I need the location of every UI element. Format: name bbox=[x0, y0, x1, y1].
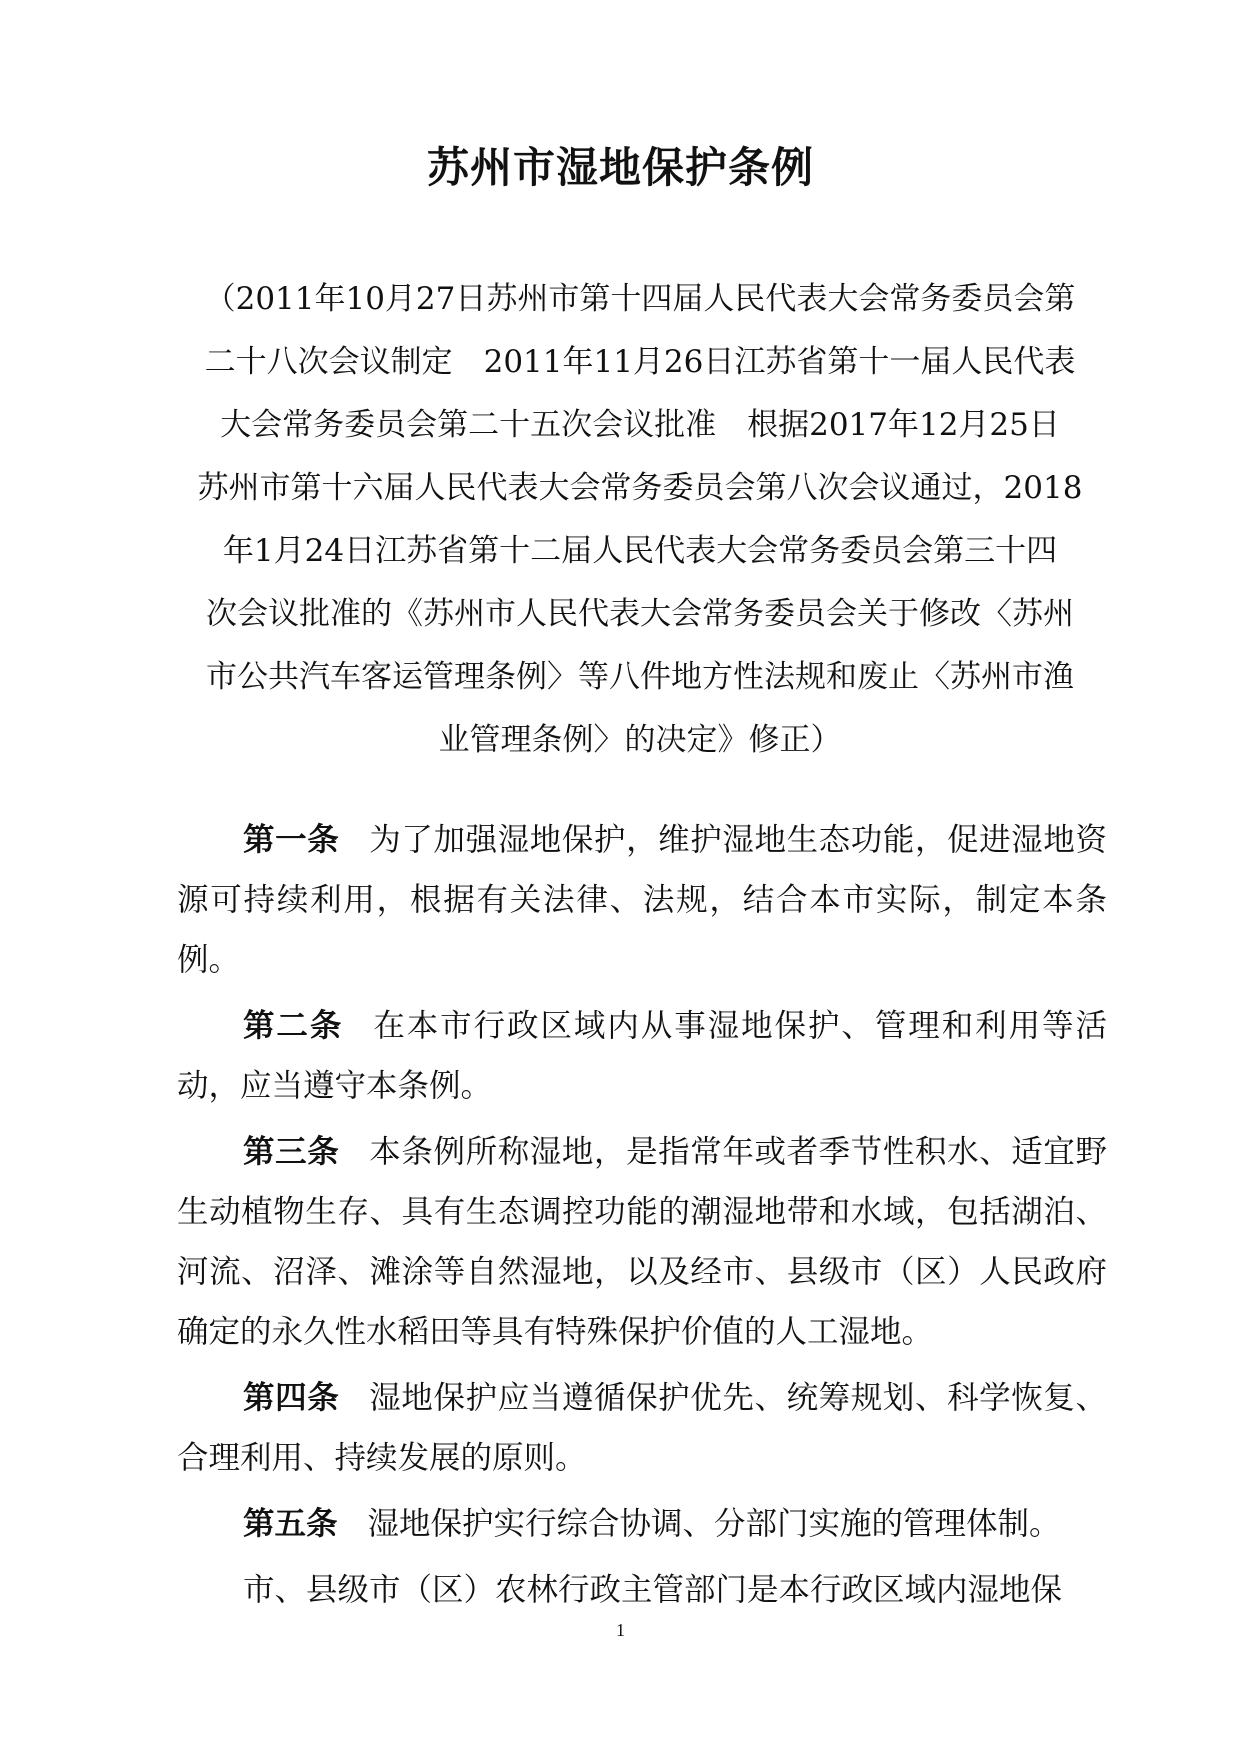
article-2 bbox=[177, 996, 1107, 1116]
article-text: 在本市行政区域内从事湿地保护、管理和利用等活动，应当遵守本条例。 bbox=[177, 1008, 1107, 1104]
article-text: 湿地保护应当遵循保护优先、统筹规划、科学恢复、合理利用、持续发展的原则。 bbox=[177, 1380, 1107, 1476]
article-3 bbox=[177, 1122, 1107, 1362]
article-label: 第四条 bbox=[243, 1380, 340, 1416]
article-text: 湿地保护实行综合协调、分部门实施的管理体制。 bbox=[367, 1506, 1061, 1542]
enactment-note-line: 业管理条例〉的决定》修正） bbox=[438, 722, 842, 758]
document-body bbox=[177, 810, 1107, 1620]
enactment-note-line: 苏州市第十六届人民代表大会常务委员会第八次会议通过，2018 bbox=[197, 470, 1083, 506]
continuation-paragraph: 市、县级市（区）农林行政主管部门是本行政区域内湿地保 bbox=[243, 1572, 1063, 1608]
enactment-note-line: （2011年10月27日苏州市第十四届人民代表大会常务委员会第 bbox=[204, 281, 1076, 317]
enactment-note-line: 年1月24日江苏省第十二届人民代表大会常务委员会第三十四 bbox=[222, 533, 1058, 569]
article-text: 本条例所称湿地，是指常年或者季节性积水、适宜野生动植物生存、具有生态调控功能的潮湿地带和水域，包括湖泊、河流、沼泽、滩涂等自然湿地，以及经市、县级市（区）人民政府确定的永久性水稻田等具有特殊保护价值的人工湿地。 bbox=[177, 1134, 1107, 1350]
article-label: 第一条 bbox=[243, 822, 340, 858]
article-4 bbox=[177, 1368, 1107, 1488]
article-label: 第五条 bbox=[243, 1506, 338, 1542]
enactment-note-line: 次会议批准的《苏州市人民代表大会常务委员会关于修改〈苏州 bbox=[206, 596, 1074, 632]
article-text: 为了加强湿地保护，维护湿地生态功能，促进湿地资源可持续利用，根据有关法律、法规，结合本市实际，制定本条例。 bbox=[177, 822, 1107, 978]
enactment-note-line: 大会常务委员会第二十五次会议批准 根据2017年12月25日 bbox=[220, 407, 1060, 443]
enactment-note bbox=[170, 268, 1110, 772]
article-5 bbox=[177, 1494, 1107, 1554]
article-label: 第二条 bbox=[243, 1008, 344, 1044]
article-label: 第三条 bbox=[243, 1134, 340, 1170]
enactment-note-line: 二十八次会议制定 2011年11月26日江苏省第十一届人民代表 bbox=[204, 344, 1076, 380]
page-number: 1 bbox=[616, 1620, 625, 1640]
article-1 bbox=[177, 810, 1107, 990]
enactment-note-line: 市公共汽车客运管理条例〉等八件地方性法规和废止〈苏州市渔 bbox=[206, 659, 1074, 695]
document-title: 苏州市湿地保护条例 bbox=[426, 143, 814, 192]
